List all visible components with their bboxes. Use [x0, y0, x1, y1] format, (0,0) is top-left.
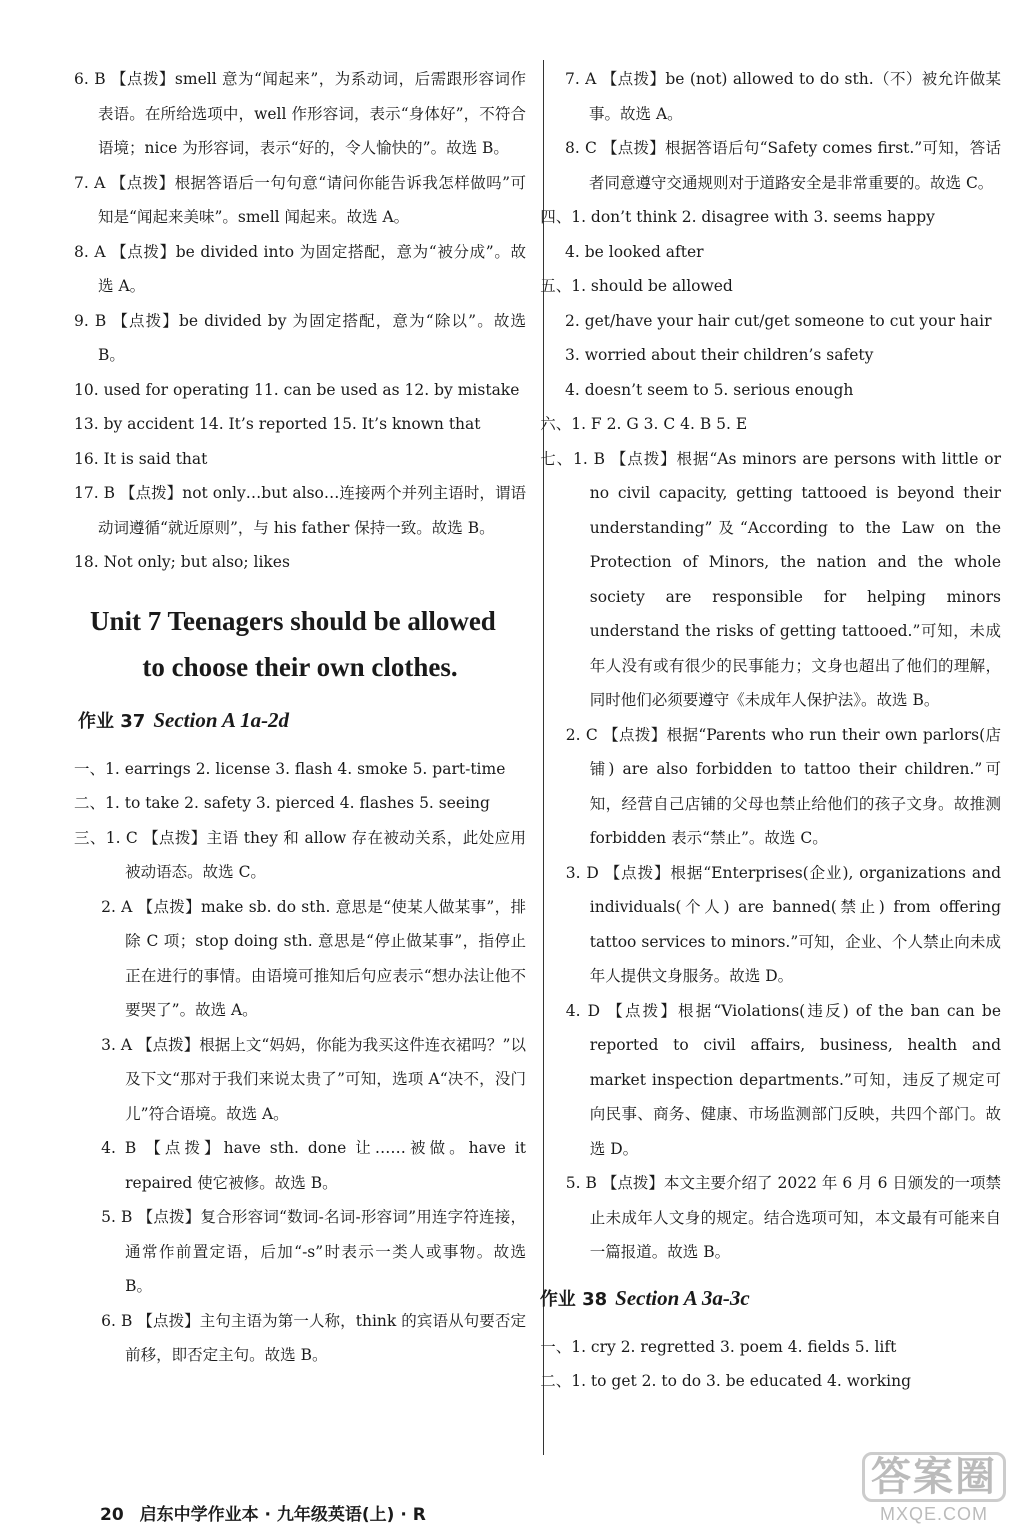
answer-item: 七、1. B 【点拨】根据“As minors are persons with little or no civil capacity, getting tattooed is beyond their understanding”及“According to the Law on the Protection of Minors, the nation and the whole society are responsible for helping minors understand the risks of getting tattooed.”可知，未成年人没有或有很少的民事能力；文身也超出了他们的理解，同时他们必须要遵守《未成年人保护法》。故选 B。 [540, 449, 1001, 709]
answer-item: 9. B 【点拨】be divided by 为固定搭配，意为“除以”。故选 B。 [74, 311, 526, 364]
right-column [539, 62, 1002, 1399]
answer-line: 16. It is said that [74, 449, 208, 468]
answer-line: 10. used for operating 11. can be used as 12. by mistake [74, 380, 520, 399]
answer-line: 一、1. earrings 2. license 3. flash 4. smoke 5. part-time [74, 759, 506, 778]
answer-line: 4. be looked after [565, 242, 704, 261]
answer-item: 2. C 【点拨】根据“Parents who run their own parlors(店铺) are also forbidden to tattoo their children.”可知，经营自己店铺的父母也禁止给他们的孩子文身。故推测 forbidden 表示“禁止”。故选 C。 [565, 725, 1001, 847]
answer-line: 4. doesn’t seem to 5. serious enough [565, 380, 854, 399]
page-footer [100, 1500, 426, 1525]
answer-line: 四、1. don’t think 2. disagree with 3. seems happy [540, 208, 935, 226]
answer-item: 8. C 【点拨】根据答语后句“Safety comes first.”可知，答话者同意遵守交通规则对于道路安全是非常重要的。故选 C。 [565, 139, 1002, 192]
watermark-logo: 答案圈 MXQE.COM [862, 1445, 1006, 1525]
answer-item: 5. B 【点拨】复合形容词“数词-名词-形容词”用连字符连接，通常作前置定语，后加“-s”时表示一类人或事物。故选 B。 [101, 1208, 527, 1295]
answer-line: 13. by accident 14. It’s reported 15. It’s known that [74, 415, 481, 433]
answer-item: 7. A 【点拨】根据答语后一句句意“请问你能告诉我怎样做吗”可知是“闻起来美味”。smell 闻起来。故选 A。 [74, 173, 526, 226]
answer-line: 2. get/have your hair cut/get someone to cut your hair [565, 311, 992, 330]
book-title: 启东中学作业本 · 九年级英语(上) · R [139, 1505, 426, 1525]
answer-item: 17. B 【点拨】not only…but also…连接两个并列主语时，谓语动词遵循“就近原则”，与 his father 保持一致。故选 B。 [74, 484, 527, 537]
answer-line: 二、1. to get 2. to do 3. be educated 4. working [540, 1372, 912, 1390]
answer-item: 4. D 【点拨】根据“Violations(违反) of the ban can be reported to civil affairs, business, health and market inspection departments.”可知，违反了规定可向民事、商务、健康、市场监测部门反映，共四个部门。故选 D。 [565, 1001, 1001, 1158]
answer-item: 2. A 【点拨】make sb. do sth. 意思是“使某人做某事”，排除 C 项；stop doing sth. 意思是“停止做某事”，指停止正在进行的事情。由语境可推知后句应表示“想办法让他不要哭了”。故选 A。 [101, 897, 526, 1019]
answer-line: 18. Not only; but also; likes [74, 553, 290, 571]
page-number: 20 [100, 1505, 124, 1525]
left-column [74, 62, 526, 1373]
unit-title: Unit 7 Teenagers should be allowed to choose their own clothes. [90, 605, 496, 682]
answer-item: 3. A 【点拨】根据上文“妈妈，你能为我买这件连衣裙吗？”以及下文“那对于我们来说太贵了”可知，选项 A“决不，没门儿”符合语境。故选 A。 [101, 1035, 526, 1123]
answer-line: 六、1. F 2. G 3. C 4. B 5. E [540, 415, 748, 433]
answer-item: 6. B 【点拨】smell 意为“闻起来”，为系动词，后需跟形容词作表语。在所给选项中，well 作形容词，表示“身体好”，不符合语境；nice 为形容词，表示“好的，令人愉快的”。故选 B。 [74, 70, 526, 157]
answer-item: 7. A 【点拨】be (not) allowed to do sth.（不）被允许做某事。故选 A。 [565, 70, 1001, 123]
answer-item: 5. B 【点拨】本文主要介绍了 2022 年 6 月 6 日颁发的一项禁止未成年人文身的规定。结合选项可知，本文最有可能来自一篇报道。故选 B。 [565, 1174, 1001, 1261]
answer-item: 3. D 【点拨】根据“Enterprises(企业), organizations and individuals(个人) are banned(禁止) from offering tattoo services to minors.”可知，企业、个人禁止向未成年人提供文身服务。故选 D。 [565, 863, 1001, 985]
answer-line: 二、1. to take 2. safety 3. pierced 4. flashes 5. seeing [74, 794, 490, 812]
answer-item: 8. A 【点拨】be divided into 为固定搭配，意为“被分成”。故选 A。 [74, 242, 526, 295]
section-heading-37: 作业 37 Section A 1a-2d [78, 707, 290, 732]
answer-line: 3. worried about their children’s safety [565, 346, 874, 364]
answer-item: 4. B 【点拨】have sth. done 让……被做。have it repaired 使它被修。故选 B。 [101, 1139, 527, 1192]
answer-line: 一、1. cry 2. regretted 3. poem 4. fields 5. lift [540, 1337, 897, 1356]
section-heading-38: 作业 38 Section A 3a-3c [539, 1285, 750, 1310]
answer-item: 6. B 【点拨】主句主语为第一人称，think 的宾语从句要否定前移，即否定主句。故选 B。 [101, 1311, 526, 1364]
answer-item: 三、1. C 【点拨】主语 they 和 allow 存在被动关系，此处应用被动语态。故选 C。 [74, 828, 526, 881]
answer-line: 五、1. should be allowed [540, 277, 733, 295]
